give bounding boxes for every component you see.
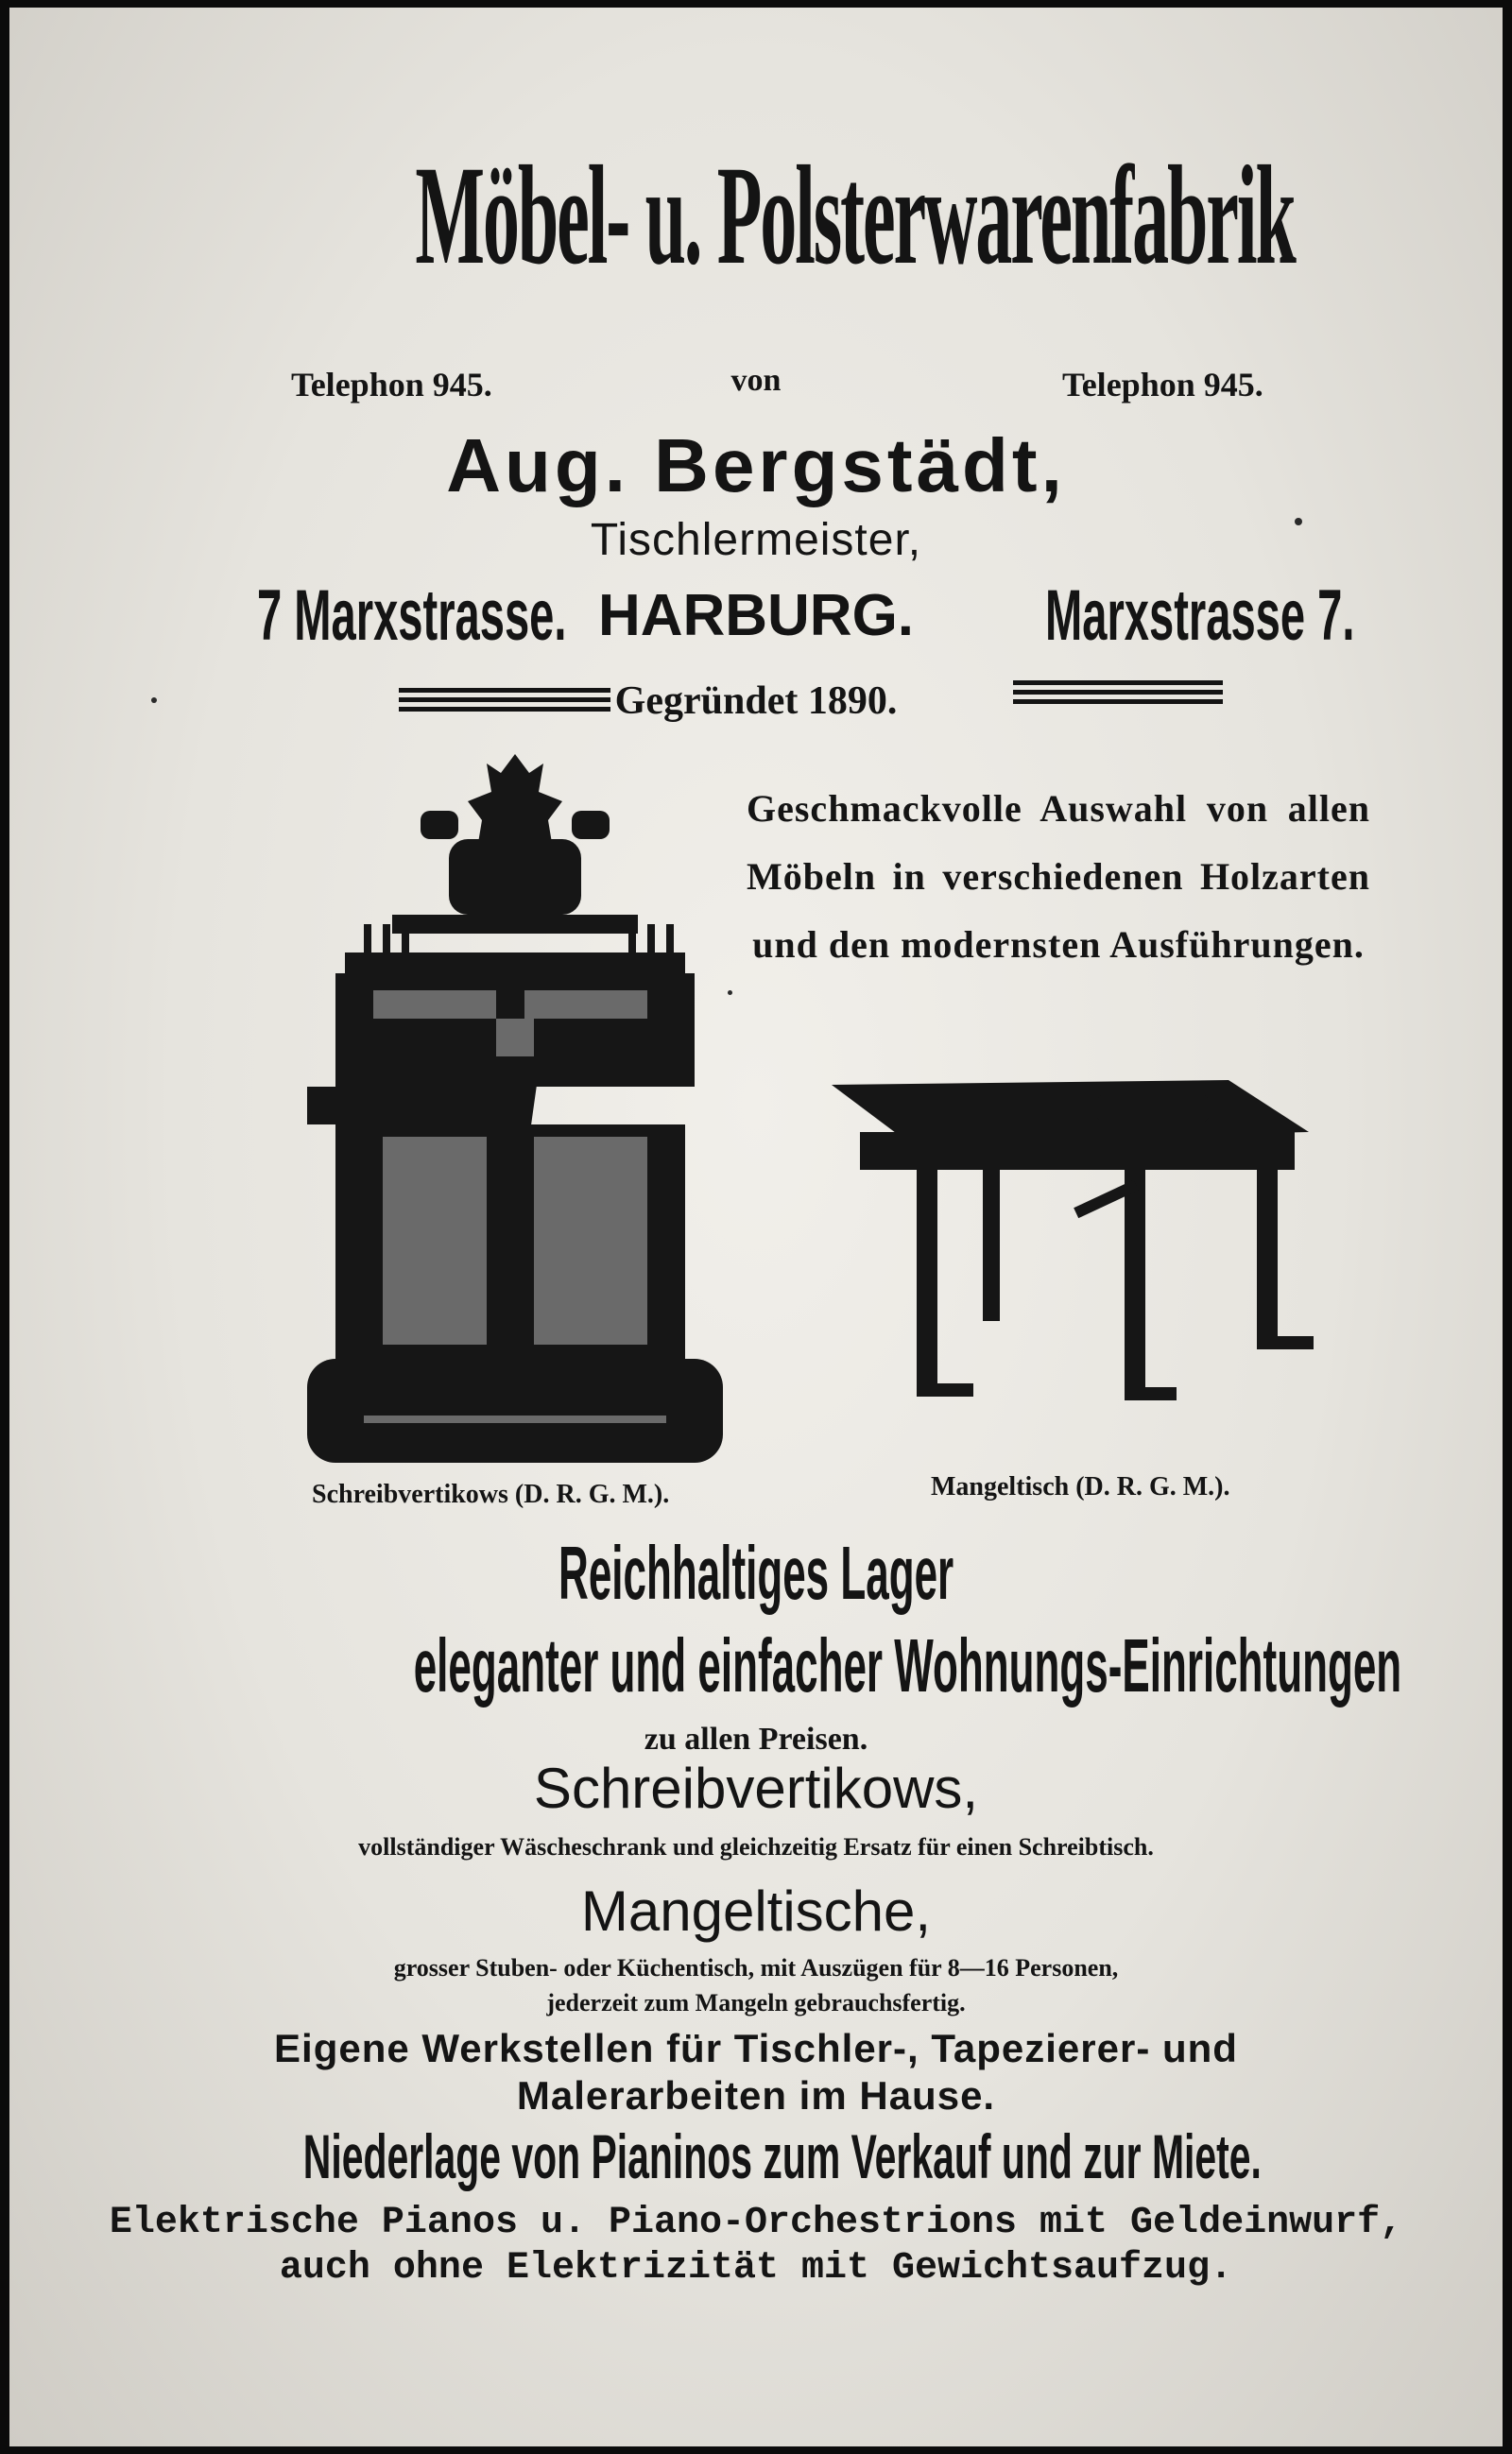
advertisement-page <box>9 8 1503 2446</box>
address-left: 7 Marxstrasse. <box>257 575 567 656</box>
pianos-line: Niederlage von Pianinos zum Verkauf und zur Miete. <box>302 2121 1262 2191</box>
founded-line: Gegründet 1890. <box>614 679 898 723</box>
prices-line: zu allen Preisen. <box>644 1722 868 1757</box>
workshops-line-2: Malerarbeiten im Hause. <box>516 2073 996 2118</box>
telephone-right: Telephon 945. <box>1062 366 1263 403</box>
print-speck <box>1295 518 1302 525</box>
writing-cabinet-illustration <box>307 735 723 1482</box>
table-caption: Mangeltisch (D. R. G. M.). <box>931 1472 1230 1502</box>
product-writing-cabinet: Schreibvertikows, <box>533 1757 979 1820</box>
company-title: Möbel- u. Polsterwarenfabrik <box>415 137 1295 294</box>
product-mangle-table-desc-2: jederzeit zum Mangeln gebrauchsfertig. <box>546 1989 966 2016</box>
divider-right <box>1013 680 1223 712</box>
workshops-line-1: Eigene Werkstellen für Tischler-, Tapezierer- und <box>274 2026 1238 2070</box>
owner-profession: Tischlermeister, <box>590 515 922 565</box>
headline-furnishings: eleganter und einfacher Wohnungs-Einrichtungen <box>413 1623 1402 1708</box>
print-speck <box>728 990 732 995</box>
von-label: von <box>730 363 782 398</box>
telephone-left: Telephon 945. <box>291 366 492 403</box>
product-writing-cabinet-desc: vollständiger Wäscheschrank und gleichzeitig Ersatz für einen Schreibtisch. <box>358 1833 1154 1861</box>
electric-pianos-line-1: Elektrische Pianos u. Piano-Orchestrions mit Geldeinwurf, <box>109 2202 1403 2244</box>
product-mangle-table-desc-1: grosser Stuben- oder Küchentisch, mit Auszügen für 8—16 Personen, <box>393 1954 1119 1982</box>
owner-name: Aug. Bergstädt, <box>446 423 1066 507</box>
electric-pianos-line-2: auch ohne Elektrizität mit Gewichtsaufzug. <box>279 2247 1233 2290</box>
cabinet-caption: Schreibvertikows (D. R. G. M.). <box>312 1480 670 1509</box>
headline-stock: Reichhaltiges Lager <box>558 1531 954 1615</box>
city-name: HARBURG. <box>597 583 915 648</box>
intro-text: Geschmackvolle Auswahl von allen Möbeln in verschiedenen Holzarten und den modernsten Ausführungen. <box>747 787 1370 966</box>
print-speck <box>151 697 157 703</box>
mangle-table-illustration <box>832 1075 1314 1444</box>
address-right: Marxstrasse 7. <box>1045 575 1355 656</box>
product-mangle-table: Mangeltische, <box>580 1879 932 1943</box>
